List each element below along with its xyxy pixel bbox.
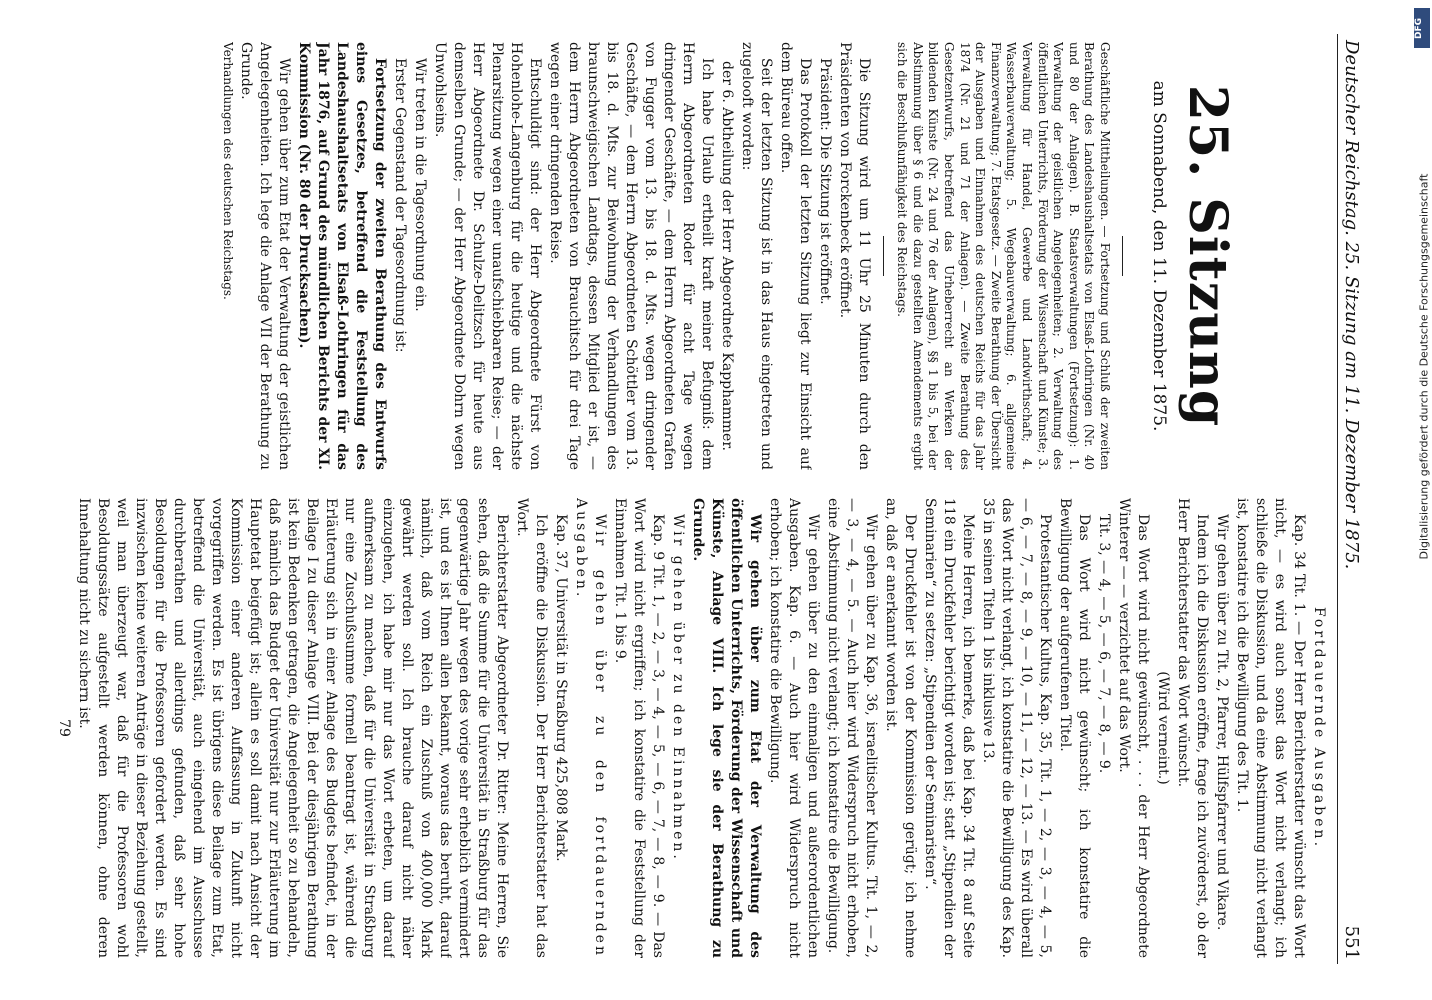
session-title: 25. Sitzung (1177, 84, 1238, 428)
paragraph: Wir gehen über zum Etat der Verwaltung des öffentlichen Unterrichts, Förderung der Wissenschaft und Künste, Anlage VIII. Ich lege sie der Berathung zu Grunde. (690, 498, 763, 958)
paragraph: Ich habe Urlaub ertheilt kraft meiner Befugniß: dem Herrn Abgeordneten Roder für acht Tage wegen dringender Geschäfte, — dem Herrn Abgeordneten Grafen von Fugger vom 13. bis 18. d. Mts. wegen dringender Geschäfte, — dem Herrn Abgeordneten Schöttler vom 13. bis 18. d. Mts. zur Beiwohnung der Verhandlungen des braunschweigischen Landtags, dessen Mitglied er ist, — dem Herrn Abgeordneten von Brauchitsch für drei Tage wegen einer dringenden Reise. (546, 42, 715, 470)
paragraph: Berichterstatter Abgeordneter Dr. Ritter: Meine Herren, Sie sehen, daß die Summe für die Universität in Straßburg für das gegenwärtige Jahr wegen des vorige sehr erheblich vermindert ist, und es ist Ihnen allen bekannt, woraus das beruht, darauf nämlich, daß vom Reich ein Zuschuß von 400,000 Mark gewährt werden soll. Ich brauche darauf nicht näher einzugehen, ich habe mir nur das Wort erbeten, um darauf aufmerksam zu machen, daß für die Universität in Straßburg nur eine Zuschußsumme formell beantragt ist, während die Erläuterung sich in einer Anlage des Budgets befindet, in der Beilage I zu dieser Anlage VIII. Bei der diesjährigen Berathung ist kein Bedenken getragen, die Angelegenheit so zu behandeln, daß nämlich das Budget der Universität nur zur Erläuterung im Hauptetat beigefügt ist; allein es soll damit nach Ansicht der Kommission einer anderen Auffassung in Zukunft nicht vorgegriffen werden. Es ist übrigens diese Beilage zum Etat, betreffend die Universität, auch eingehend im Ausschusse durchberathen und allerdings gefunden, daß sehr hohe Besoldungen für die Professoren gefordert werden. Es sind inzwischen keine weiteren Anträge in dieser Beziehung gestellt, weil man überzeugt war, daß für die Professoren wohl Besoldungssätze aufgestellt werden können, ohne deren Innehaltung nicht zu sichern ist. (76, 498, 510, 958)
page-number: 551 (1341, 925, 1362, 960)
divider (883, 236, 884, 276)
running-head: Deutscher Reichstag. 25. Sitzung am 11. Dezember 1875. (1341, 40, 1362, 570)
agenda-item-heading: Fortsetzung der zweiten Berathung des Entwurfs eines Gesetzes, betreffend die Feststellung des Landeshaushaltsetats von Elsaß-Lothringen für das Jahr 1876, auf Grund des mündlichen Berichts der XI. Kommission (Nr. 80 der Drucksachen). (295, 42, 388, 470)
paragraph: (Wird verneint.) (1155, 671, 1171, 785)
section-heading: Fortdauernde Ausgaben. (1311, 606, 1327, 850)
paragraph: Protestantischer Kultus, Kap. 35, Tit. 1, — 2, — 3, — 4, — 5, — 6, — 7, — 8, — 9, — 10, — 11, — 12, — 13. — Es wird überall das Wort nicht verlangt, ich konstatire die Bewilligung des Kap. 35 in seinen Titeln 1 bis inklusive 13. (980, 498, 1053, 958)
header-rule (1337, 34, 1338, 964)
paragraph: Wir gehen über zum Etat der Verwaltung der geistlichen Angelegenheiten. Ich lege die Anlage VII der Berathung zu Grunde. (237, 42, 292, 470)
paragraph: Seit der letzten Sitzung ist in das Haus eingetreten und zugelooft worden: (738, 42, 774, 470)
paragraph: Kap. 34 Tit. 1. — Der Herr Berichterstatter wünscht das Wort nicht, — es wird auch sonst das Wort nicht verlangt; ich schließe die Diskussion, und da eine Abstimmung nicht verlangt ist, konstatire ich die Bewilligung des Tit. 1. (1234, 498, 1307, 958)
paragraph: Ich eröffne die Diskussion. Der Herr Berichterstatter hat das Wort. (514, 498, 549, 958)
dfg-logo: DFG (1414, 8, 1430, 48)
paragraph: Der Druckfehler ist von der Kommission gerügt; ich nehme an, daß er anerkannt worden ist. (883, 498, 918, 958)
paragraph: Das Wort wird nicht gewünscht, . . . der Herr Abgeordnete Winterer — — verzichtet auf das Wort. (1116, 498, 1151, 958)
paragraph: Tit. 3, — 4, — 5, — 6, — 7, — 8, — 9. (1096, 514, 1112, 774)
paragraph: Indem ich die Diskussion eröffne, frage ich zuvörderst, ob der Herr Berichterstatter das Wort wünscht. (1175, 498, 1210, 958)
signature-mark: 79 (56, 719, 72, 737)
paragraph: Die Sitzung wird um 11 Uhr 25 Minuten durch den Präsidenten von Forckenbeck eröffnet. (836, 42, 872, 470)
paragraph: Wir gehen über zu den Einnahmen. (670, 514, 686, 862)
page-header (1336, 40, 1366, 960)
paragraph: Meine Herren, ich bemerke, daß bei Kap. 34 Tit. 8 auf Seite 118 ein Druckfehler berichtigt worden ist; statt „Stipendien der Seminarien“ zu setzen: „Stipendien der Seminaristen“. (922, 498, 976, 958)
paragraph: Wir gehen über zu Tit. 2, Pfarrer, Hülfspfarrer und Vikare. (1214, 514, 1230, 931)
paragraph: Kap. 9 Tit. 1, — 2, — 3, — 4, — 5, — 6, — 7, — 8, — 9. — Das Wort wird nicht ergriffen; ich konstatire die Feststellung der Einnahmen Tit. 1 bis 9. (612, 498, 666, 958)
session-date: am Sonnabend, den 11. Dezember 1875. (1149, 80, 1169, 432)
paragraph: Wir gehen über zu den fortdauernden Ausgaben. (573, 498, 608, 958)
paragraph: Wir gehen über zu Kap. 36, israelitischer Kultus. Tit. 1, — 2, — 3, — 4, — 5. — Auch hier wird Widerspruch nicht erhoben, eine Abstimmung nicht verlangt; ich konstatire die Bewilligung. (825, 498, 879, 958)
paragraph: Entschuldigt sind: der Herr Abgeordnete Fürst von Hohenlohe-Langenburg für die heutige und die nächste Plenarsitzung wegen einer unaufschiebbaren Reise; — der Herr Abgeordnete Dr. Schulze-Delitzsch für heute aus demselben Grunde; — der Herr Abgeordnete Dohrn wegen Unwohlseins. (431, 42, 543, 470)
divider (1122, 236, 1123, 276)
paragraph: der 6. Abtheilung der Herr Abgeordnete Kapphammer. (718, 61, 735, 451)
agenda-summary: Geschäftliche Mittheilungen. — Fortsetzung und Schluß der zweiten Berathung des Landeshaushaltsetats von Elsaß-Lothringen (Nr. 40 und 80 der Anlagen). B. Staatsverwaltungen (Fortsetzung): 1. Verwaltung der geistlichen Angelegenheiten; 2. Verwaltung des öffentlichen Unterrichts, Förderung der Wissenschaft und Künste; 3. Verwaltung für Handel, Gewerbe und Landwirthschaft; 4. Wasserbauverwaltung; 5. Wegebauverwaltung; 6. allgemeine Finanzverwaltung; 7. Etatsgesetz. — Zweite Berathung der Übersicht der Ausgaben und Einnahmen des deutschen Reichs für das Jahr 1874 (Nr. 21 und 71 der Anlagen). — Zweite Berathung des Gesetzentwurfs, betreffend das Urheberrecht an Werken der bildenden Künste (Nr. 24 und 76 der Anlagen), §§ 1 bis 5, bei der Abstimmung über § 6 und die dazu gestellten Amendements ergibt sich die Beschlußunfähigkeit des Reichstags. (895, 42, 1112, 470)
paragraph: Das Protokoll der letzten Sitzung liegt zur Einsicht auf dem Büreau offen. (777, 42, 813, 470)
paragraph: Wir treten in die Tagesordnung ein. (411, 58, 428, 312)
paragraph: Kap. 37, Universität in Straßburg 425,808 Mark. (553, 514, 569, 862)
document-page (0, 20, 1380, 980)
paragraph: Präsident: Die Sitzung ist eröffnet. (816, 58, 833, 305)
paragraph: Das Wort wird nicht gewünscht; ich konstatire die Bewilligung der aufgerufenen Titel. (1057, 498, 1092, 958)
left-column (38, 42, 1328, 470)
paragraph: Wir gehen über zu den einmaligen und außerordentlichen Ausgaben. Kap. 6. — Auch hier wird Widerspruch nicht erhoben; ich konstatire die Bewilligung. (767, 498, 821, 958)
digitization-note (1414, 60, 1432, 700)
footer-note: Verhandlungen des deutschen Reichstags. (220, 42, 235, 300)
digitization-note-text: Digitalisierung gefördert durch die Deutsche Forschungsgemeinschaft (1417, 173, 1431, 560)
paragraph: Erster Gegenstand der Tagesordnung ist: (391, 58, 408, 353)
right-column (38, 498, 1328, 958)
